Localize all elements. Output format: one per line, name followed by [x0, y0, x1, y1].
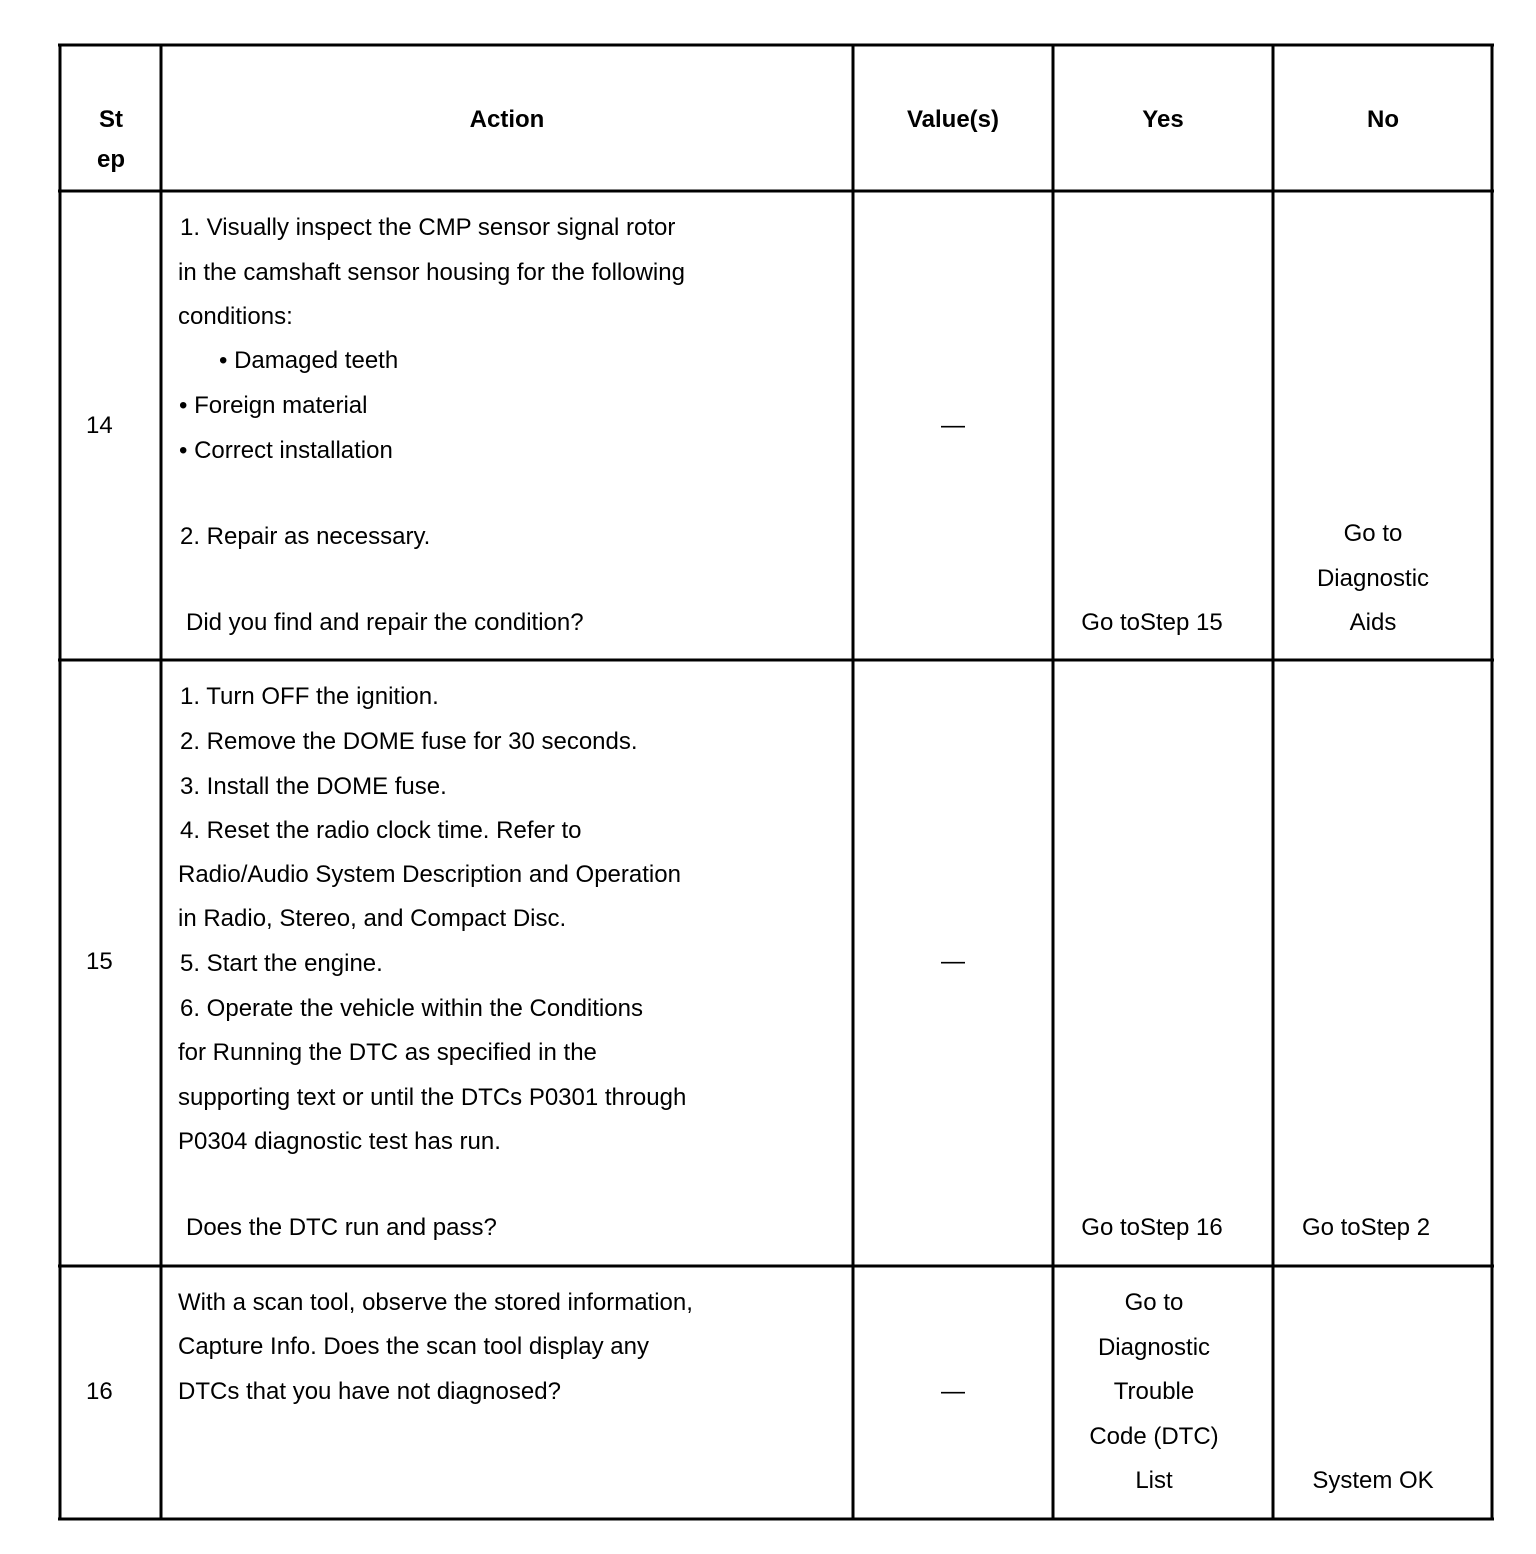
action-line: Radio/Audio System Description and Operation: [178, 861, 681, 888]
yes-cell: Go toStep 15: [1081, 609, 1223, 636]
action-line: With a scan tool, observe the stored information,: [178, 1289, 693, 1316]
yes-cell: Go to Diagnostic Trouble Code (DTC) List: [1089, 1289, 1219, 1494]
action-line: DTCs that you have not diagnosed?: [178, 1378, 561, 1405]
step-number: 14: [86, 412, 113, 439]
no-cell: Go to Diagnostic Aids: [1316, 520, 1430, 636]
value-cell: —: [941, 948, 965, 975]
header-step: St ep: [96, 106, 125, 173]
value-cell: —: [941, 1378, 965, 1405]
action-line: 2. Remove the DOME fuse for 30 seconds.: [180, 728, 638, 755]
action-line: 4. Reset the radio clock time. Refer to: [180, 817, 582, 844]
header-action: Action: [469, 106, 545, 133]
action-line: 3. Install the DOME fuse.: [180, 773, 447, 800]
action-line: 2. Repair as necessary.: [180, 523, 431, 550]
action-line: Does the DTC run and pass?: [186, 1214, 497, 1241]
header-values: Value(s): [906, 106, 1000, 133]
action-line: supporting text or until the DTCs P0301 through: [178, 1084, 687, 1111]
action-line: • Damaged teeth: [219, 347, 399, 374]
action-line: Did you find and repair the condition?: [186, 609, 584, 636]
action-line: in Radio, Stereo, and Compact Disc.: [178, 905, 567, 932]
no-cell: Go toStep 2: [1301, 1214, 1431, 1241]
action-line: 1. Turn OFF the ignition.: [180, 683, 439, 710]
action-line: 1. Visually inspect the CMP sensor signal rotor: [180, 214, 676, 241]
value-cell: —: [941, 412, 965, 439]
action-line: P0304 diagnostic test has run.: [178, 1128, 501, 1155]
header-yes: Yes: [1142, 106, 1184, 133]
action-line: for Running the DTC as specified in the: [178, 1039, 597, 1066]
action-line: Capture Info. Does the scan tool display any: [178, 1333, 649, 1360]
action-line: in the camshaft sensor housing for the following: [178, 259, 685, 286]
action-line: • Foreign material: [179, 392, 368, 419]
action-line: conditions:: [178, 303, 293, 330]
action-line: 6. Operate the vehicle within the Conditions: [180, 995, 643, 1022]
action-line: • Correct installation: [179, 437, 393, 464]
step-number: 15: [86, 948, 113, 975]
action-line: 5. Start the engine.: [180, 950, 383, 977]
no-cell: System OK: [1312, 1467, 1434, 1494]
yes-cell: Go toStep 16: [1081, 1214, 1223, 1241]
step-number: 16: [86, 1378, 113, 1405]
header-no: No: [1367, 106, 1399, 133]
